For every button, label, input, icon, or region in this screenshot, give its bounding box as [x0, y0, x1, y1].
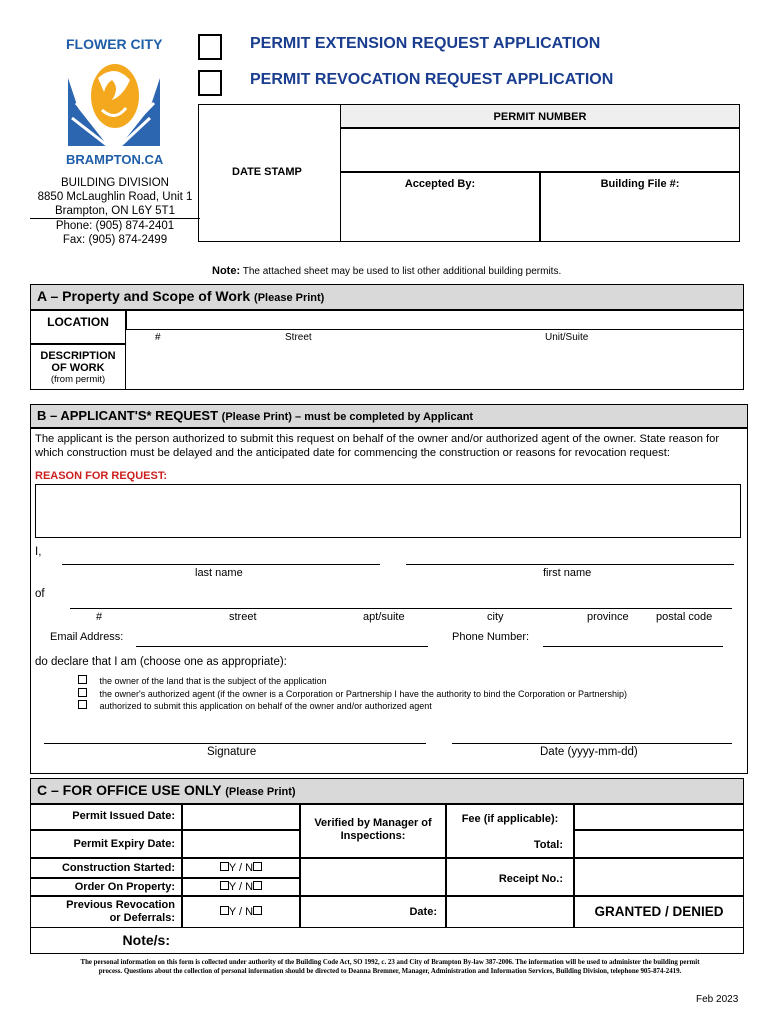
- email-label: Email Address:: [50, 631, 124, 643]
- date-input[interactable]: [446, 896, 574, 928]
- date-label: Date:: [409, 906, 437, 918]
- notes-label: Note/s:: [122, 932, 170, 948]
- description-label-cell: [30, 344, 126, 390]
- previous-label-2: or Deferrals:: [109, 912, 175, 924]
- date-stamp-label: DATE STAMP: [232, 166, 302, 178]
- from-permit-label: (from permit): [50, 374, 106, 385]
- verified-label: Verified by Manager of Inspections:: [314, 817, 432, 842]
- notes-input[interactable]: [182, 928, 744, 954]
- office-address: [30, 176, 200, 247]
- expiry-label: Permit Expiry Date:: [73, 838, 175, 850]
- note-label: Note:: [212, 265, 241, 277]
- last-name-input[interactable]: [62, 564, 380, 565]
- fee-cell: [446, 804, 574, 858]
- brampton-logo: [68, 58, 160, 150]
- expiry-input[interactable]: [182, 830, 300, 858]
- revocation-checkbox[interactable]: [198, 70, 222, 96]
- permit-number-label: PERMIT NUMBER: [493, 111, 587, 123]
- option-owner-text: the owner of the land that is the subject of the application: [99, 676, 327, 686]
- location-hash-label: #: [155, 332, 161, 343]
- first-name-input[interactable]: [406, 564, 734, 565]
- owner-checkbox[interactable]: [78, 675, 87, 684]
- location-label: LOCATION: [47, 315, 109, 329]
- section-b-subtitle: (Please Print) – must be completed by Applicant: [221, 411, 474, 423]
- flower-city-text: FLOWER CITY: [66, 36, 163, 52]
- fee-label: Fee (if applicable):: [461, 813, 559, 825]
- order-label: Order On Property:: [74, 881, 175, 893]
- permit-number-header: [340, 104, 740, 128]
- address-line-1: 8850 McLaughlin Road, Unit 1: [37, 191, 193, 203]
- previous-label-1: Previous Revocation: [66, 899, 175, 911]
- order-y-checkbox[interactable]: [220, 881, 229, 890]
- receipt-label: Receipt No.:: [498, 873, 563, 885]
- section-b-title: B – APPLICANT'S* REQUEST: [37, 408, 219, 423]
- option-agent-text: the owner's authorized agent (if the owner is a Corporation or Partnership I have the authority to bind the Corporation or Partnership): [99, 688, 628, 699]
- receipt-cell: [446, 858, 574, 896]
- notes-label-cell: [30, 928, 182, 954]
- location-label-cell: [30, 310, 126, 344]
- construction-yn[interactable]: [182, 858, 300, 878]
- last-name-label: last name: [195, 567, 243, 579]
- description-input[interactable]: [126, 344, 744, 390]
- title-revocation: PERMIT REVOCATION REQUEST APPLICATION: [250, 71, 614, 88]
- granted-cell[interactable]: [574, 896, 744, 928]
- section-a-subtitle: (Please Print): [254, 292, 325, 304]
- declare-option-authorized[interactable]: [78, 700, 627, 713]
- section-a-header: [30, 284, 744, 310]
- declare-options: [78, 675, 627, 713]
- address-postal-label: postal code: [656, 611, 713, 623]
- brampton-ca-text: BRAMPTON.CA: [66, 152, 164, 167]
- total-label: Total:: [533, 839, 563, 851]
- section-c-subtitle: (Please Print): [225, 786, 296, 798]
- description-label-2: OF WORK: [51, 362, 105, 374]
- accepted-by-label: Accepted By:: [404, 178, 476, 190]
- construction-y-checkbox[interactable]: [220, 862, 229, 871]
- construction-label: Construction Started:: [61, 862, 175, 874]
- date-cell: [300, 896, 446, 928]
- issued-input[interactable]: [182, 804, 300, 830]
- signature-date-label: Date (yyyy-mm-dd): [540, 746, 638, 758]
- section-a-title: A – Property and Scope of Work: [37, 288, 251, 304]
- address-apt-label: apt/suite: [363, 611, 405, 623]
- privacy-notice: The personal information on this form is collected under authority of the Building Code Act, SO 1992, c. 23 and City of Brampton By-law 387-2006. The information will be used to administer the building permit process. Questions about the collection of personal information should be directed to Deanna Bremner, Manager, Administration and Information Services, Building Division, telephone 905-874-2419.: [80, 959, 700, 975]
- address-input[interactable]: [70, 608, 732, 609]
- address-line-2: Brampton, ON L6Y 5T1: [30, 204, 200, 219]
- reason-label: REASON FOR REQUEST:: [35, 470, 168, 482]
- phone-label: Phone Number:: [452, 631, 530, 643]
- construction-n-checkbox[interactable]: [253, 862, 262, 871]
- option-authorized-text: authorized to submit this application on behalf of the owner and/or authorized agent: [99, 701, 432, 711]
- accepted-by-field[interactable]: [340, 172, 540, 242]
- total-input[interactable]: [574, 830, 744, 858]
- address-province-label: province: [587, 611, 629, 623]
- location-street-label: Street: [285, 332, 312, 343]
- phone-input[interactable]: [543, 646, 723, 647]
- section-b-intro: The applicant is the person authorized to submit this request on behalf of the owner and/or authorized agent of the owner. State reason for which construction must be delayed and the anticipated date for commencing the construction or reasons for revocation request:: [35, 433, 720, 459]
- section-c-title: C – FOR OFFICE USE ONLY: [37, 782, 222, 798]
- section-b-header: [30, 404, 748, 428]
- verified-cell: [300, 804, 446, 858]
- office-fax: Fax: (905) 874-2499: [62, 234, 168, 246]
- declare-text: do declare that I am (choose one as appropriate):: [35, 656, 287, 668]
- declare-option-agent[interactable]: [78, 688, 627, 701]
- address-city-label: city: [487, 611, 504, 623]
- agent-checkbox[interactable]: [78, 688, 87, 697]
- order-yn-label: Y / N: [228, 881, 254, 893]
- authorized-checkbox[interactable]: [78, 700, 87, 709]
- issued-label-cell: [30, 804, 182, 830]
- granted-denied-label: GRANTED / DENIED: [594, 904, 724, 919]
- previous-y-checkbox[interactable]: [220, 906, 229, 915]
- building-file-label: Building File #:: [600, 178, 680, 190]
- i-label: I,: [35, 546, 42, 558]
- construction-label-cell: [30, 858, 182, 878]
- permit-number-field[interactable]: [340, 128, 740, 172]
- declare-option-owner[interactable]: [78, 675, 627, 688]
- section-c-header: [30, 778, 744, 804]
- description-label-1: DESCRIPTION: [40, 350, 116, 362]
- extension-checkbox[interactable]: [198, 34, 222, 60]
- address-hash-label: #: [96, 611, 103, 623]
- signature-input[interactable]: [44, 743, 426, 744]
- note: [212, 265, 561, 277]
- order-yn[interactable]: [182, 878, 300, 896]
- order-n-checkbox[interactable]: [253, 881, 262, 890]
- location-unit-label: Unit/Suite: [545, 332, 589, 343]
- note-text: The attached sheet may be used to list other additional building permits.: [242, 266, 562, 277]
- signature-label: Signature: [207, 746, 257, 758]
- division-name: BUILDING DIVISION: [61, 177, 169, 189]
- office-phone: Phone: (905) 874-2401: [55, 220, 175, 232]
- previous-yn[interactable]: [182, 896, 300, 928]
- fee-input[interactable]: [574, 804, 744, 830]
- construction-yn-label: Y / N: [228, 862, 254, 874]
- first-name-label: first name: [543, 567, 592, 579]
- building-file-field[interactable]: [540, 172, 740, 242]
- address-street-label: street: [229, 611, 257, 623]
- receipt-input[interactable]: [574, 858, 744, 896]
- reason-input[interactable]: [35, 484, 741, 538]
- signature-date-input[interactable]: [452, 743, 732, 744]
- of-label: of: [35, 588, 45, 600]
- previous-n-checkbox[interactable]: [253, 906, 262, 915]
- verified-signature-input[interactable]: [300, 858, 446, 896]
- expiry-label-cell: [30, 830, 182, 858]
- location-input[interactable]: [126, 310, 744, 330]
- order-label-cell: [30, 878, 182, 896]
- email-input[interactable]: [136, 646, 428, 647]
- issued-label: Permit Issued Date:: [72, 810, 175, 822]
- previous-label-cell: [30, 896, 182, 928]
- title-extension: PERMIT EXTENSION REQUEST APPLICATION: [250, 35, 601, 52]
- previous-yn-label: Y / N: [228, 906, 254, 918]
- form-version-date: Feb 2023: [696, 994, 739, 1005]
